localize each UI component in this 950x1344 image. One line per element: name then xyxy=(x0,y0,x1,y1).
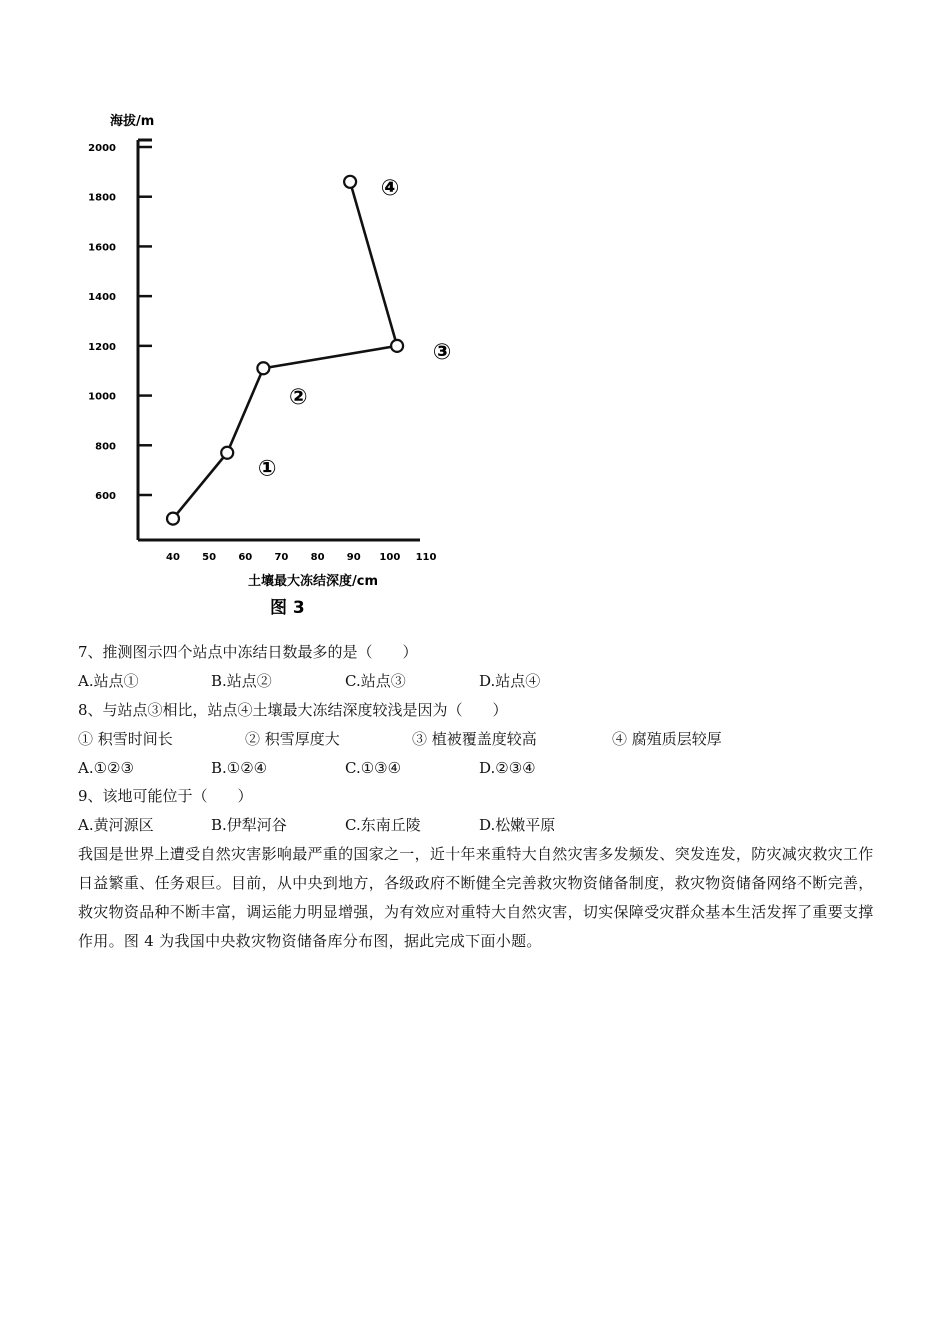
x-tick-label: 110 xyxy=(415,552,437,563)
q9-option-b[interactable]: B.伊犁河谷 xyxy=(211,816,287,834)
station-point xyxy=(391,340,403,352)
y-tick-label: 600 xyxy=(95,491,116,502)
q7-option-d[interactable]: D.站点④ xyxy=(479,672,541,690)
q7-option-a[interactable]: A.站点① xyxy=(78,672,139,690)
station-label: ① xyxy=(257,456,277,482)
x-tick-label: 100 xyxy=(379,552,401,563)
q8-option-c[interactable]: C.①③④ xyxy=(345,759,402,777)
x-tick-label: 40 xyxy=(166,552,180,563)
y-tick-label: 1000 xyxy=(88,391,116,403)
x-tick-label: 60 xyxy=(238,552,253,563)
x-axis xyxy=(138,540,436,563)
q7-option-b[interactable]: B.站点② xyxy=(211,672,272,690)
y-tick-label: 1600 xyxy=(88,242,116,254)
station-series xyxy=(167,176,451,525)
x-tick-label: 90 xyxy=(346,552,361,563)
question-8-stem: 8、与站点③相比，站点④土壤最大冻结深度较浅是因为（ ） xyxy=(78,701,508,719)
station-label: ② xyxy=(289,385,308,411)
q8-statement-2: ② 积雪厚度大 xyxy=(245,730,340,748)
q9-option-d[interactable]: D.松嫩平原 xyxy=(479,816,556,834)
station-point xyxy=(257,362,269,374)
station-point xyxy=(344,176,356,188)
station-label: ③ xyxy=(432,339,452,365)
y-tick-label: 1400 xyxy=(88,292,116,304)
station-point xyxy=(221,447,233,459)
y-tick-label: 1200 xyxy=(88,341,116,353)
x-tick-label: 50 xyxy=(202,552,217,563)
station-label: ④ xyxy=(380,175,400,201)
y-axis xyxy=(88,140,152,540)
elevation-frost-depth-chart xyxy=(60,95,480,635)
q8-option-d[interactable]: D.②③④ xyxy=(479,759,536,777)
y-tick-label: 800 xyxy=(95,441,116,453)
q8-statement-4: ④ 腐殖质层较厚 xyxy=(612,730,722,748)
q8-option-b[interactable]: B.①②④ xyxy=(211,759,268,777)
question-7-stem: 7、推测图示四个站点中冻结日数最多的是（ ） xyxy=(78,643,418,661)
q9-option-a[interactable]: A.黄河源区 xyxy=(78,816,154,834)
figure-caption: 图 3 xyxy=(270,598,305,618)
x-tick-label: 70 xyxy=(274,552,289,563)
x-tick-label: 80 xyxy=(310,552,325,563)
y-tick-label: 1800 xyxy=(88,192,116,204)
y-axis-title: 海拔/m xyxy=(110,114,155,129)
series-line xyxy=(173,182,397,519)
q8-option-a[interactable]: A.①②③ xyxy=(78,759,134,777)
y-tick-label: 2000 xyxy=(88,143,116,154)
q7-option-c[interactable]: C.站点③ xyxy=(345,672,406,690)
q8-statement-1: ① 积雪时间长 xyxy=(78,730,173,748)
x-axis-title: 土壤最大冻结深度/cm xyxy=(248,574,379,589)
passage: 我国是世界上遭受自然灾害影响最严重的国家之一，近十年来重特大自然灾害多发频发、突发连发，防灾减灾救灾工作日益繁重、任务艰巨。目前，从中央到地方，各级政府不断健全完善救灾物资储备制度，救灾物资储备网络不断完善，救灾物资品种不断丰富，调运能力明显增强，为有效应对重特大自然灾害，切实保障受灾群众基本生活发挥了重要支撑作用。图 4 为我国中央救灾物资储备库分布图，据此完成下面小题。 xyxy=(78,845,874,950)
q8-statement-3: ③ 植被覆盖度较高 xyxy=(412,730,537,748)
station-point xyxy=(167,513,179,525)
q9-option-c[interactable]: C.东南丘陵 xyxy=(345,816,421,834)
question-9-stem: 9、该地可能位于（ ） xyxy=(78,787,253,805)
